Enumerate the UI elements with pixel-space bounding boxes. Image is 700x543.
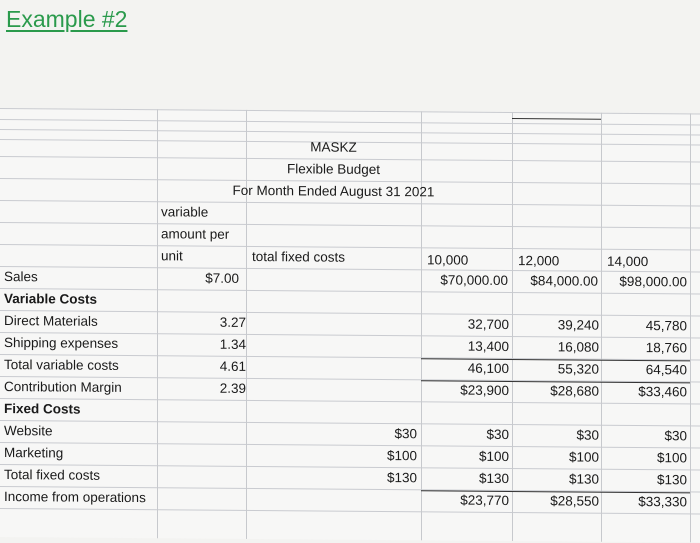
sales-per-unit: $7.00 [205,270,239,286]
direct-materials-value-1: 32,700 [467,316,509,332]
total-variable-value-1: 46,100 [467,360,509,376]
units-10000: 10,000 [427,252,469,268]
website-fixed: $30 [394,426,417,442]
report-name: Flexible Budget [286,161,381,177]
variable-label-line3: unit [161,248,183,264]
total-fixed-fixed: $130 [386,470,417,486]
contribution-value-2: $28,680 [550,383,599,399]
grid-line [0,119,700,125]
sales-value-1: $70,000.00 [440,272,508,288]
marketing-value-1: $100 [478,448,509,464]
total-fixed-value-2: $130 [568,471,599,487]
selected-column-border [512,118,601,120]
fixed-costs-header: total fixed costs [252,248,346,265]
income-value-2: $28,550 [550,493,599,509]
grid-line [690,113,691,542]
total-variable-per-unit: 4.61 [219,358,246,374]
units-12000: 12,000 [518,253,560,269]
row-label-shipping: Shipping expenses [4,335,119,351]
row-label-total-fixed: Total fixed costs [4,467,101,483]
row-label-sales: Sales [4,269,38,285]
website-value-1: $30 [486,426,509,442]
spreadsheet [0,108,700,542]
total-variable-value-3: 64,540 [645,362,687,378]
marketing-value-3: $100 [656,450,687,466]
marketing-fixed: $100 [386,448,417,464]
row-label-contribution-margin: Contribution Margin [4,379,122,395]
grid-line [0,266,700,272]
direct-materials-value-3: 45,780 [645,318,687,334]
contribution-value-3: $33,460 [638,384,687,400]
report-period: For Month Ended August 31 2021 [232,182,435,200]
income-value-3: $33,330 [638,494,687,510]
shipping-value-3: 18,760 [645,340,687,356]
page-title: Example #2 [6,6,128,32]
variable-label-line2: amount per [161,226,230,242]
shipping-value-1: 13,400 [467,338,509,354]
units-14000: 14,000 [607,253,649,270]
shipping-value-2: 16,080 [557,339,599,355]
company-name: MASKZ [310,139,357,155]
row-label-marketing: Marketing [4,445,64,461]
direct-materials-per-unit: 3.27 [219,314,246,330]
marketing-value-2: $100 [568,449,599,465]
row-label-income: Income from operations [4,489,146,506]
grid-line [0,244,700,250]
contribution-per-unit: 2.39 [219,380,246,396]
total-variable-value-2: 55,320 [557,361,599,377]
variable-label-line1: variable [161,204,209,220]
income-value-1: $23,770 [460,492,509,508]
row-label-variable-costs: Variable Costs [4,291,98,307]
row-label-fixed-costs: Fixed Costs [4,401,81,417]
sales-value-2: $84,000.00 [530,273,598,289]
grid-line [0,310,700,316]
shipping-per-unit: 1.34 [219,336,246,352]
total-fixed-value-1: $130 [478,470,509,486]
direct-materials-value-2: 39,240 [557,317,599,333]
row-label-total-variable: Total variable costs [4,357,119,373]
total-fixed-value-3: $130 [656,472,687,488]
contribution-value-1: $23,900 [460,382,509,398]
grid-line [0,129,700,135]
row-label-direct-materials: Direct Materials [4,313,98,329]
grid-line [0,108,700,114]
website-value-2: $30 [576,427,599,443]
sales-value-3: $98,000.00 [619,273,687,290]
grid-line [0,222,700,228]
grid-line [0,200,700,206]
website-value-3: $30 [664,428,687,444]
row-label-website: Website [4,423,53,439]
